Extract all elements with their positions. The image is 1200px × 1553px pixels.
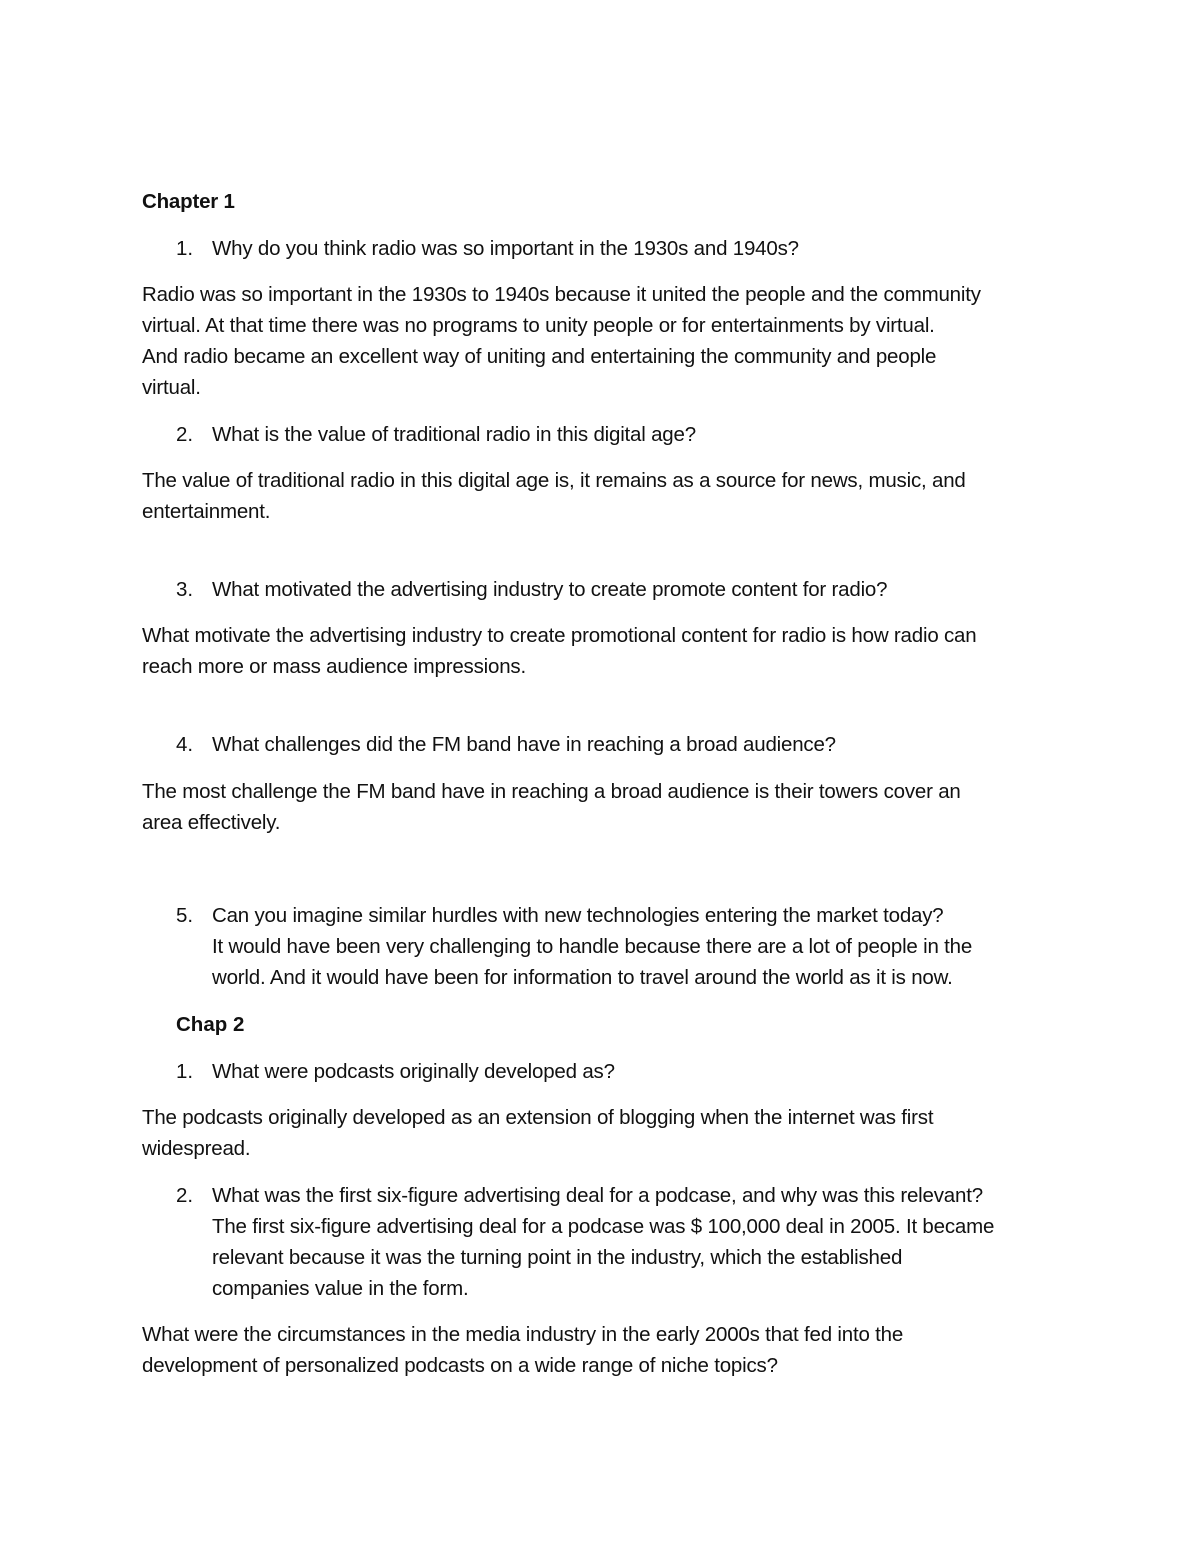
answer-line: It would have been very challenging to handle because there are a lot of people in the (212, 935, 973, 958)
question-text: What motivated the advertising industry to create promote content for radio? (212, 578, 888, 601)
answer-line: virtual. At that time there was no programs to unity people or for entertainments by virtual. (142, 314, 935, 337)
answer-line: What motivate the advertising industry to create promotional content for radio is how radio can (142, 624, 977, 647)
question-text: What were podcasts originally developed as? (212, 1060, 615, 1083)
answer-line: The first six-figure advertising deal for a podcase was $ 100,000 deal in 2005. It became (212, 1215, 995, 1238)
question-number: 4. (176, 733, 194, 756)
answer-line: companies value in the form. (212, 1277, 469, 1300)
answer-line: widespread. (142, 1137, 251, 1160)
answer-line: The podcasts originally developed as an extension of blogging when the internet was first (142, 1106, 934, 1129)
question-number: 1. (176, 1060, 194, 1083)
answer-line: reach more or mass audience impressions. (142, 655, 526, 678)
question-number: 2. (176, 423, 194, 446)
question-text: Can you imagine similar hurdles with new technologies entering the market today? (212, 904, 944, 927)
answer-line: The value of traditional radio in this digital age is, it remains as a source for news, music, and (142, 469, 966, 492)
answer-line: virtual. (142, 376, 201, 399)
question-number: 3. (176, 578, 194, 601)
answer-line: And radio became an excellent way of uniting and entertaining the community and people (142, 345, 937, 368)
chapter-2-heading: Chap 2 (176, 1013, 245, 1036)
question-text: What challenges did the FM band have in reaching a broad audience? (212, 733, 836, 756)
closing-question-line: What were the circumstances in the media industry in the early 2000s that fed into the (142, 1323, 904, 1346)
question-number: 5. (176, 904, 194, 927)
answer-line: The most challenge the FM band have in reaching a broad audience is their towers cover an (142, 780, 961, 803)
answer-line: world. And it would have been for information to travel around the world as it is now. (212, 966, 953, 989)
question-text: What is the value of traditional radio in this digital age? (212, 423, 696, 446)
answer-line: relevant because it was the turning point in the industry, which the established (212, 1246, 903, 1269)
answer-line: entertainment. (142, 500, 271, 523)
answer-line: area effectively. (142, 811, 281, 834)
closing-question-line: development of personalized podcasts on a wide range of niche topics? (142, 1354, 778, 1377)
answer-line: Radio was so important in the 1930s to 1940s because it united the people and the community (142, 283, 981, 306)
question-number: 2. (176, 1184, 194, 1207)
question-text: What was the first six-figure advertising deal for a podcase, and why was this relevant? (212, 1184, 983, 1207)
chapter-1-heading: Chapter 1 (142, 190, 235, 213)
question-text: Why do you think radio was so important in the 1930s and 1940s? (212, 237, 799, 260)
question-number: 1. (176, 237, 194, 260)
